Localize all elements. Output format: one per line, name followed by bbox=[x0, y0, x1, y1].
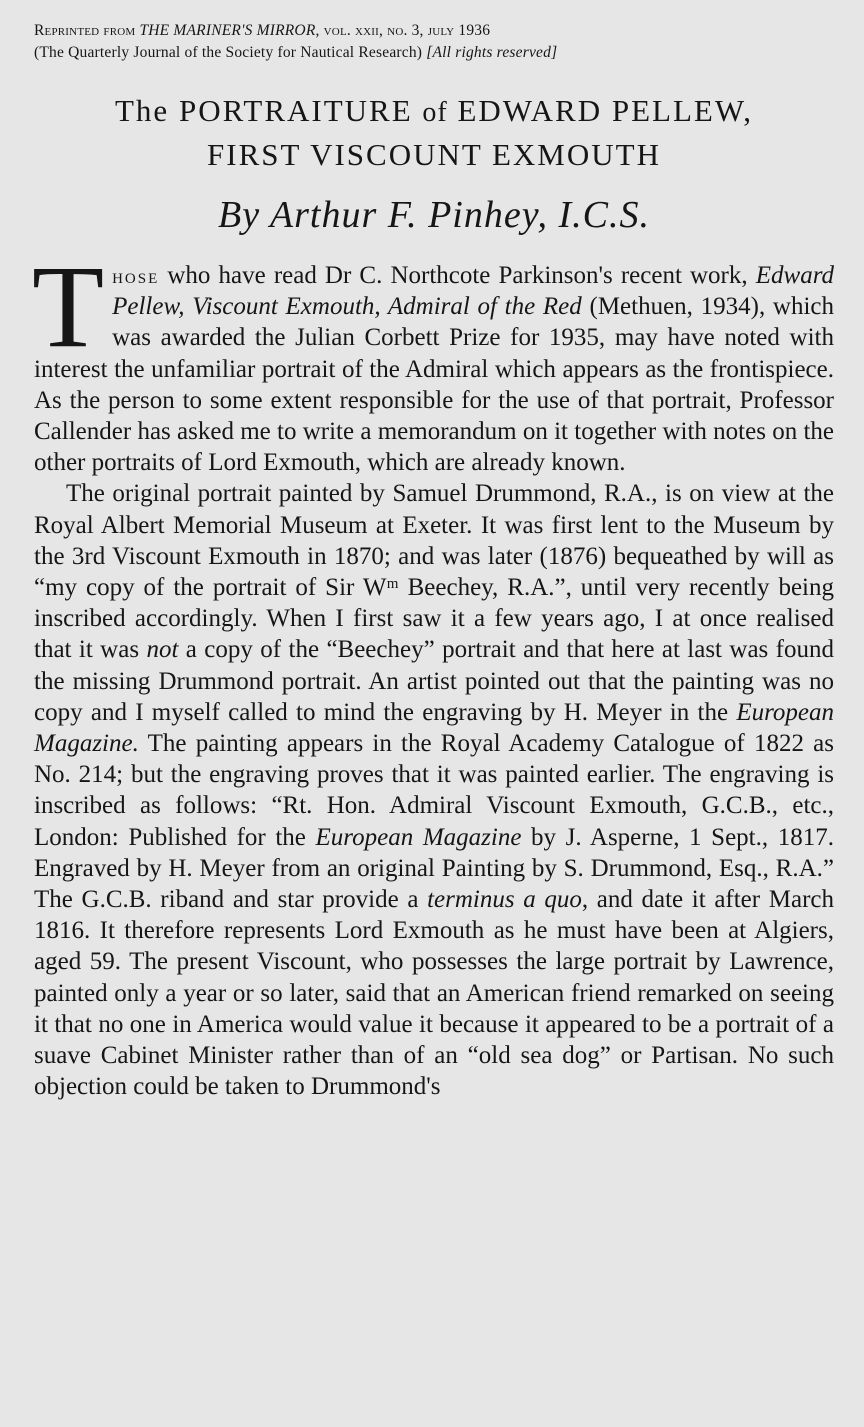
paragraph-2-text-d: by J. Asperne, 1 Sept., 1817. Engraved by H. Meyer from an original Painting by S. Drummond, Esq., R.A.” The G.C.B. riband and star provide a bbox=[34, 823, 835, 914]
terminus-a-quo: terminus a quo bbox=[427, 886, 582, 914]
emphasis-not: not bbox=[146, 636, 179, 664]
title-subject-name: EDWARD PELLEW, bbox=[457, 93, 753, 128]
paragraph-2-text-e: , and date it after March 1816. It therefore represents Lord Exmouth as he must have been at Algiers, aged 59. The present Viscount, who possesses the large portrait by Lawrence, painted only a year or so later, said that an American friend remarked on seeing it that no one in America would value it because it appeared to be a portrait of a suave Cabinet Minister rather than of an “old sea dog” or Partisan. No such objection could be taken to Drummond's bbox=[34, 886, 834, 1101]
title-word-of: of bbox=[422, 97, 448, 128]
journal-issue-details: , vol. xxii, no. 3, july 1936 bbox=[315, 22, 491, 39]
title-word-portraiture: PORTRAITURE bbox=[178, 93, 413, 128]
society-name: (The Quarterly Journal of the Society for Nautical Research) bbox=[34, 44, 423, 61]
author-byline: By Arthur F. Pinhey, I.C.S. bbox=[218, 194, 650, 236]
society-notice bbox=[34, 42, 834, 64]
reprint-notice bbox=[34, 20, 834, 42]
paragraph-1-text-a: who have read Dr C. Northcote Parkinson's recent work, bbox=[159, 262, 756, 289]
lead-in-small-caps: hose bbox=[112, 263, 160, 288]
drop-cap: T bbox=[32, 241, 105, 372]
title-word-the: The bbox=[115, 93, 170, 128]
paragraph-1 bbox=[32, 241, 834, 478]
paragraph-2 bbox=[34, 478, 834, 1102]
magazine-title-2: European Magazine bbox=[315, 823, 522, 851]
title-line-1 bbox=[34, 90, 834, 134]
article-body bbox=[32, 241, 835, 1102]
paragraph-2-text-c: The painting appears in the Royal Academy Catalogue of 1822 as No. 214; but the engraving proves that it was painted earlier. The engraving is inscribed as follows: “Rt. Hon. Admiral Viscount Exmouth, G.C.B., etc., London: Published for the bbox=[34, 730, 834, 851]
magazine-title-1: European Magazine. bbox=[34, 698, 834, 758]
article-title bbox=[34, 90, 834, 176]
paragraph-2-text-a: The original portrait painted by Samuel Drummond, R.A., is on view at the Royal Albert Memorial Museum at Exeter. It was first lent to the Museum by the 3rd Viscount Exmouth in 1870; and was later (1876) bequeathed by will as “my copy of the portrait of Sir Wᵐ Beechey, R.A.”, until very recently being inscribed accordingly. When I first saw it a few years ago, I at once realised that it was bbox=[34, 480, 834, 664]
book-title: Edward Pellew, Viscount Exmouth, Admiral of the Red bbox=[112, 262, 834, 321]
journal-title: THE MARINER'S MIRROR bbox=[139, 22, 316, 39]
reprint-prefix: Reprinted from bbox=[34, 22, 136, 39]
paragraph-2-text-b: a copy of the “Beechey” portrait and that here at last was found the missing Drummond portrait. An artist pointed out that the painting was no copy and I myself called to mind the engraving by H. Meyer in the bbox=[34, 636, 834, 726]
title-line-2: FIRST VISCOUNT EXMOUTH bbox=[207, 137, 661, 172]
rights-notice: [All rights reserved] bbox=[426, 44, 558, 61]
paragraph-1-text-b: (Methuen, 1934), which was awarded the Julian Corbett Prize for 1935, may have noted with interest the unfamiliar portrait of the Admiral which appears as the frontispiece. As the person to some extent responsible for the use of that portrait, Professor Callender has asked me to write a memorandum on it together with notes on the other portraits of Lord Exmouth, which are already known. bbox=[34, 293, 834, 477]
